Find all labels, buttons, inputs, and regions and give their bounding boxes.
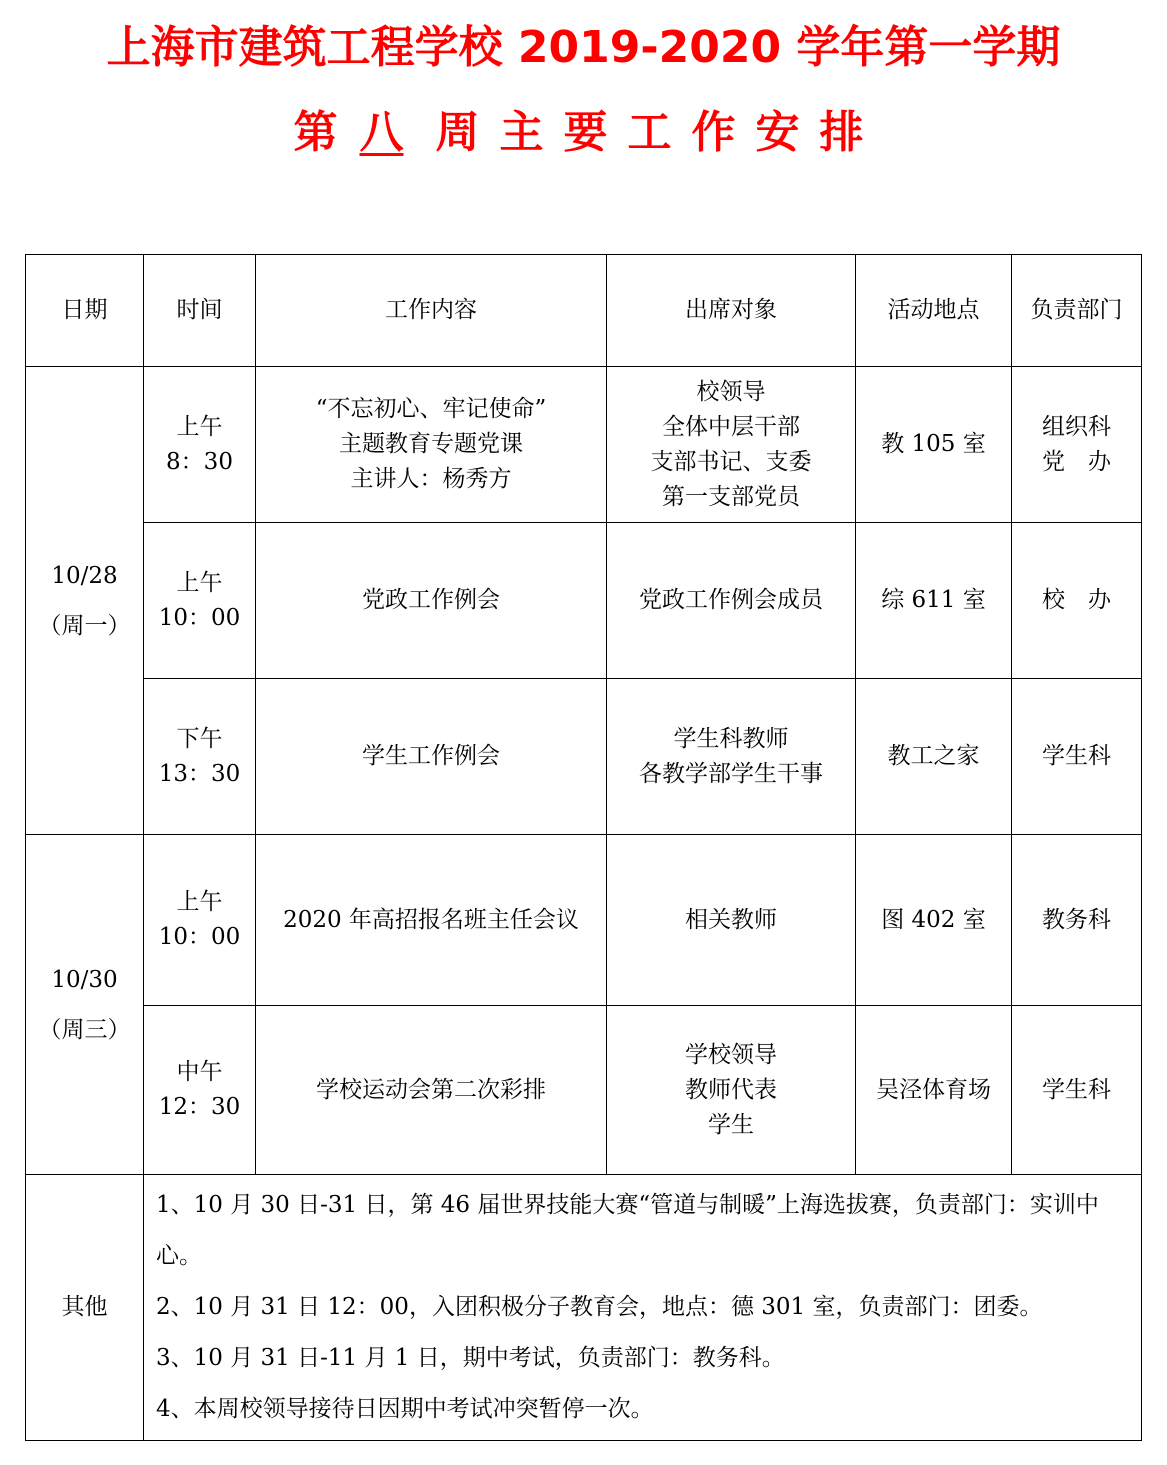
time-value: 10：00 bbox=[158, 604, 241, 631]
header-dept: 负责部门 bbox=[1012, 255, 1142, 367]
header-content: 工作内容 bbox=[256, 255, 607, 367]
time-period: 上午 bbox=[176, 413, 223, 440]
table-row bbox=[26, 367, 1142, 523]
time-value: 10：00 bbox=[158, 924, 241, 950]
attendee-line: 全体中层干部 bbox=[662, 413, 800, 440]
attendees-cell bbox=[607, 679, 856, 835]
time-cell bbox=[144, 679, 256, 835]
attendee-line: 支部书记、支委 bbox=[650, 448, 812, 475]
content-line: 主讲人：杨秀方 bbox=[350, 466, 512, 492]
time-period: 下午 bbox=[176, 725, 223, 752]
table-row bbox=[26, 835, 1142, 1006]
attendee-line: 学校领导 bbox=[685, 1041, 777, 1068]
attendee-line: 第一支部党员 bbox=[662, 483, 800, 510]
dept-cell: 学生科 bbox=[1012, 1006, 1142, 1175]
content-cell: 学生工作例会 bbox=[256, 679, 607, 835]
time-cell bbox=[144, 835, 256, 1006]
attendee-line: 校领导 bbox=[696, 378, 766, 405]
dept-cell: 校 办 bbox=[1012, 523, 1142, 679]
content-cell: 党政工作例会 bbox=[256, 523, 607, 679]
attendee-line: 学生 bbox=[708, 1111, 754, 1138]
subtitle-word: 安 bbox=[755, 107, 800, 158]
attendees-cell: 党政工作例会成员 bbox=[607, 523, 856, 679]
schedule-table bbox=[25, 254, 1142, 1441]
attendees-cell: 相关教师 bbox=[607, 835, 856, 1006]
time-value: 13：30 bbox=[158, 760, 241, 787]
header-time: 时间 bbox=[144, 255, 256, 367]
header-row bbox=[26, 255, 1142, 367]
attendee-line: 各教学部学生干事 bbox=[639, 760, 823, 787]
content-line: 主题教育专题党课 bbox=[339, 431, 523, 457]
subtitle-word: 要 bbox=[563, 107, 608, 158]
note-item: 4、本周校领导接待日因期中考试冲突暂停一次。 bbox=[156, 1396, 654, 1422]
date-cell bbox=[26, 835, 144, 1175]
date-text: 10/30 bbox=[51, 966, 118, 993]
note-item: 3、10 月 31 日-11 月 1 日，期中考试，负责部门：教务科。 bbox=[156, 1345, 785, 1371]
other-notes bbox=[144, 1175, 1142, 1441]
other-row bbox=[26, 1175, 1142, 1441]
header-attendees: 出席对象 bbox=[607, 255, 856, 367]
document-subtitle bbox=[0, 105, 1167, 161]
location-cell: 综 611 室 bbox=[856, 523, 1012, 679]
header-location: 活动地点 bbox=[856, 255, 1012, 367]
date-text: 10/28 bbox=[51, 562, 118, 589]
week-number: 八 bbox=[359, 107, 404, 158]
subtitle-word: 周 bbox=[435, 107, 480, 158]
attendees-cell bbox=[607, 1006, 856, 1175]
location-cell: 吴泾体育场 bbox=[856, 1006, 1012, 1175]
subtitle-word: 主 bbox=[499, 107, 544, 158]
table-row bbox=[26, 679, 1142, 835]
note-item: 2、10 月 31 日 12：00，入团积极分子教育会，地点：德 301 室，负责部门：团委。 bbox=[156, 1294, 1043, 1320]
dept-cell: 教务科 bbox=[1012, 835, 1142, 1006]
header-date: 日期 bbox=[26, 255, 144, 367]
time-value: 8：30 bbox=[166, 448, 233, 475]
location-cell: 图 402 室 bbox=[856, 835, 1012, 1006]
time-period: 上午 bbox=[176, 569, 223, 596]
content-cell: 学校运动会第二次彩排 bbox=[256, 1006, 607, 1175]
other-label: 其他 bbox=[26, 1175, 144, 1441]
note-item: 1、10 月 30 日-31 日，第 46 届世界技能大赛“管道与制暖”上海选拔赛，负责部门：实训中心。 bbox=[156, 1192, 1099, 1269]
attendees-cell bbox=[607, 367, 856, 523]
time-period: 上午 bbox=[176, 889, 223, 915]
time-period: 中午 bbox=[176, 1059, 223, 1085]
attendee-line: 教师代表 bbox=[685, 1076, 777, 1103]
time-cell bbox=[144, 1006, 256, 1175]
table-row bbox=[26, 523, 1142, 679]
dept-line: 组织科 bbox=[1042, 413, 1111, 440]
subtitle-word: 工 bbox=[627, 107, 672, 158]
date-cell bbox=[26, 367, 144, 835]
dept-line: 党 办 bbox=[1042, 448, 1111, 475]
time-cell bbox=[144, 523, 256, 679]
weekday-text: （周一） bbox=[38, 612, 131, 639]
time-value: 12：30 bbox=[158, 1094, 241, 1120]
subtitle-word: 作 bbox=[691, 107, 736, 158]
subtitle-word: 排 bbox=[819, 107, 864, 158]
document-title: 上海市建筑工程学校 2019-2020 学年第一学期 bbox=[106, 22, 1061, 73]
table-row bbox=[26, 1006, 1142, 1175]
weekday-text: （周三） bbox=[38, 1016, 131, 1043]
content-cell: 2020 年高招报名班主任会议 bbox=[256, 835, 607, 1006]
subtitle-prefix: 第 bbox=[293, 107, 338, 158]
dept-cell: 学生科 bbox=[1012, 679, 1142, 835]
location-cell: 教工之家 bbox=[856, 679, 1012, 835]
dept-cell bbox=[1012, 367, 1142, 523]
attendee-line: 学生科教师 bbox=[673, 725, 789, 752]
content-cell bbox=[256, 367, 607, 523]
content-line: “不忘初心、牢记使命” bbox=[315, 396, 547, 422]
time-cell bbox=[144, 367, 256, 523]
location-cell: 教 105 室 bbox=[856, 367, 1012, 523]
